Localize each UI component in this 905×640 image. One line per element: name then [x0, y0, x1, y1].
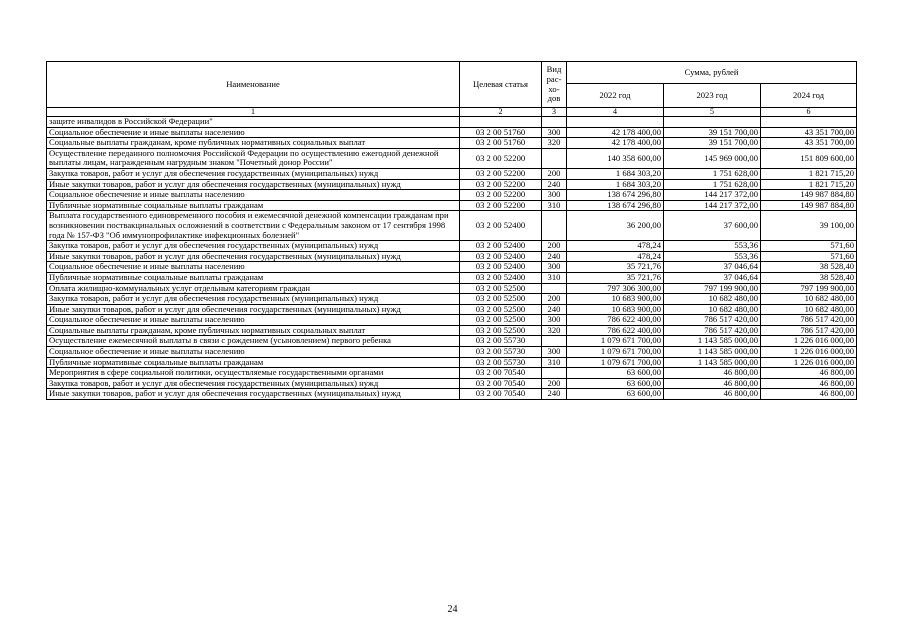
expense-type-cell: 200 — [542, 294, 567, 305]
row-name-cell: Иные закупки товаров, работ и услуг для обеспечения государственных (муниципальных) нужд — [47, 304, 460, 315]
table-row — [47, 200, 857, 211]
target-article-cell: 03 2 00 52400 — [460, 241, 542, 252]
column-number: 5 — [664, 108, 761, 117]
expense-type-cell: 200 — [542, 168, 567, 179]
expense-type-cell: 320 — [542, 138, 567, 149]
amount-2024-cell: 46 800,00 — [761, 389, 857, 400]
row-name-cell: Закупка товаров, работ и услуг для обеспечения государственных (муниципальных) нужд — [47, 378, 460, 389]
row-name-cell: Социальное обеспечение и иные выплаты населению — [47, 127, 460, 138]
target-article-cell: 03 2 00 51760 — [460, 127, 542, 138]
amount-2024-cell: 786 517 420,00 — [761, 315, 857, 326]
budget-table — [46, 61, 857, 400]
target-article-cell: 03 2 00 52500 — [460, 283, 542, 294]
row-name-cell: Выплата государственного единовременного пособия и ежемесячной денежной компенсации гражданам при возникновении поствакцинальных осложнений в соответствии с Федеральным законом от 17 сентября 1998 года № 157-ФЗ "Об иммунопрофилактике инфекционных болезней" — [47, 211, 460, 241]
amount-2022-cell: 1 079 671 700,00 — [567, 347, 664, 358]
amount-2024-cell: 797 199 900,00 — [761, 283, 857, 294]
amount-2022-cell: 10 683 900,00 — [567, 294, 664, 305]
amount-2024-cell: 1 226 016 000,00 — [761, 336, 857, 347]
amount-2024-cell — [761, 117, 857, 128]
target-article-cell: 03 2 00 52400 — [460, 251, 542, 262]
column-number: 3 — [542, 108, 567, 117]
table-row — [47, 336, 857, 347]
header-expense-type: Вид рас-хо-дов — [542, 62, 567, 108]
amount-2024-cell: 571,60 — [761, 241, 857, 252]
table-row — [47, 368, 857, 379]
amount-2023-cell: 1 143 585 000,00 — [664, 347, 761, 358]
target-article-cell: 03 2 00 51760 — [460, 138, 542, 149]
row-name-cell: Оплата жилищно-коммунальных услуг отдельным категориям граждан — [47, 283, 460, 294]
amount-2023-cell: 1 751 628,00 — [664, 168, 761, 179]
amount-2024-cell: 43 351 700,00 — [761, 138, 857, 149]
expense-type-cell: 300 — [542, 315, 567, 326]
row-name-cell: Публичные нормативные социальные выплаты гражданам — [47, 272, 460, 283]
amount-2022-cell: 10 683 900,00 — [567, 304, 664, 315]
expense-type-cell: 310 — [542, 272, 567, 283]
target-article-cell: 03 2 00 52400 — [460, 272, 542, 283]
amount-2022-cell: 1 079 671 700,00 — [567, 357, 664, 368]
amount-2023-cell — [664, 117, 761, 128]
amount-2024-cell: 149 987 884,80 — [761, 190, 857, 201]
row-name-cell: Социальное обеспечение и иные выплаты населению — [47, 347, 460, 358]
amount-2024-cell: 38 528,40 — [761, 272, 857, 283]
target-article-cell: 03 2 00 52200 — [460, 179, 542, 190]
target-article-cell: 03 2 00 52200 — [460, 148, 542, 168]
expense-type-cell: 300 — [542, 190, 567, 201]
amount-2022-cell: 63 600,00 — [567, 378, 664, 389]
target-article-cell: 03 2 00 52500 — [460, 304, 542, 315]
expense-type-cell: 300 — [542, 347, 567, 358]
table-row — [47, 148, 857, 168]
table-row — [47, 315, 857, 326]
amount-2022-cell: 42 178 400,00 — [567, 138, 664, 149]
table-row — [47, 272, 857, 283]
amount-2024-cell: 43 351 700,00 — [761, 127, 857, 138]
table-row — [47, 378, 857, 389]
amount-2023-cell: 37 600,00 — [664, 211, 761, 241]
amount-2023-cell: 797 199 900,00 — [664, 283, 761, 294]
row-name-cell: Социальное обеспечение и иные выплаты населению — [47, 262, 460, 273]
expense-type-cell — [542, 368, 567, 379]
amount-2023-cell: 144 217 372,00 — [664, 190, 761, 201]
amount-2022-cell: 140 358 600,00 — [567, 148, 664, 168]
amount-2023-cell: 1 143 585 000,00 — [664, 336, 761, 347]
header-year-2023: 2023 год — [664, 84, 761, 108]
amount-2022-cell: 797 306 300,00 — [567, 283, 664, 294]
amount-2022-cell: 1 684 303,20 — [567, 179, 664, 190]
amount-2023-cell: 10 682 480,00 — [664, 304, 761, 315]
table-row — [47, 283, 857, 294]
expense-type-cell: 300 — [542, 127, 567, 138]
table-header — [47, 62, 857, 117]
expense-type-cell — [542, 211, 567, 241]
table-row — [47, 304, 857, 315]
header-target-article: Целевая статья — [460, 62, 542, 108]
row-name-cell: Социальное обеспечение и иные выплаты населению — [47, 315, 460, 326]
amount-2023-cell: 145 969 000,00 — [664, 148, 761, 168]
amount-2024-cell: 10 682 480,00 — [761, 294, 857, 305]
expense-type-cell — [542, 336, 567, 347]
amount-2023-cell: 10 682 480,00 — [664, 294, 761, 305]
amount-2023-cell: 1 143 585 000,00 — [664, 357, 761, 368]
amount-2022-cell — [567, 117, 664, 128]
row-name-cell: Иные закупки товаров, работ и услуг для обеспечения государственных (муниципальных) нужд — [47, 389, 460, 400]
target-article-cell: 03 2 00 52200 — [460, 168, 542, 179]
row-name-cell: Социальное обеспечение и иные выплаты населению — [47, 190, 460, 201]
target-article-cell: 03 2 00 70540 — [460, 378, 542, 389]
amount-2022-cell: 786 622 400,00 — [567, 315, 664, 326]
target-article-cell: 03 2 00 52500 — [460, 294, 542, 305]
amount-2022-cell: 138 674 296,80 — [567, 190, 664, 201]
amount-2024-cell: 786 517 420,00 — [761, 325, 857, 336]
amount-2024-cell: 1 821 715,20 — [761, 179, 857, 190]
amount-2023-cell: 786 517 420,00 — [664, 315, 761, 326]
amount-2022-cell: 138 674 296,80 — [567, 200, 664, 211]
amount-2024-cell: 1 821 715,20 — [761, 168, 857, 179]
amount-2023-cell: 1 751 628,00 — [664, 179, 761, 190]
row-name-cell: Осуществление ежемесячной выплаты в связи с рождением (усыновлением) первого ребенка — [47, 336, 460, 347]
table-row — [47, 211, 857, 241]
amount-2024-cell: 1 226 016 000,00 — [761, 357, 857, 368]
target-article-cell: 03 2 00 70540 — [460, 389, 542, 400]
table-row — [47, 357, 857, 368]
amount-2023-cell: 37 046,64 — [664, 272, 761, 283]
amount-2022-cell: 1 684 303,20 — [567, 168, 664, 179]
amount-2023-cell: 46 800,00 — [664, 378, 761, 389]
amount-2022-cell: 35 721,76 — [567, 262, 664, 273]
expense-type-cell: 200 — [542, 378, 567, 389]
target-article-cell: 03 2 00 52200 — [460, 200, 542, 211]
expense-type-cell: 200 — [542, 241, 567, 252]
amount-2022-cell: 478,24 — [567, 251, 664, 262]
row-name-cell: Публичные нормативные социальные выплаты гражданам — [47, 200, 460, 211]
table-row — [47, 347, 857, 358]
target-article-cell — [460, 117, 542, 128]
expense-type-cell — [542, 148, 567, 168]
expense-type-cell: 240 — [542, 389, 567, 400]
amount-2024-cell: 1 226 016 000,00 — [761, 347, 857, 358]
amount-2022-cell: 36 200,00 — [567, 211, 664, 241]
target-article-cell: 03 2 00 70540 — [460, 368, 542, 379]
amount-2022-cell: 63 600,00 — [567, 368, 664, 379]
target-article-cell: 03 2 00 52400 — [460, 262, 542, 273]
target-article-cell: 03 2 00 52500 — [460, 325, 542, 336]
column-number: 6 — [761, 108, 857, 117]
amount-2022-cell: 63 600,00 — [567, 389, 664, 400]
target-article-cell: 03 2 00 55730 — [460, 357, 542, 368]
header-year-2022: 2022 год — [567, 84, 664, 108]
table-row — [47, 138, 857, 149]
amount-2023-cell: 144 217 372,00 — [664, 200, 761, 211]
row-name-cell: Закупка товаров, работ и услуг для обеспечения государственных (муниципальных) нужд — [47, 241, 460, 252]
amount-2024-cell: 39 100,00 — [761, 211, 857, 241]
target-article-cell: 03 2 00 55730 — [460, 347, 542, 358]
page-number: 24 — [447, 604, 458, 615]
table-row — [47, 389, 857, 400]
amount-2022-cell: 35 721,76 — [567, 272, 664, 283]
amount-2023-cell: 46 800,00 — [664, 368, 761, 379]
target-article-cell: 03 2 00 52500 — [460, 315, 542, 326]
row-name-cell: Социальные выплаты гражданам, кроме публичных нормативных социальных выплат — [47, 325, 460, 336]
table-row — [47, 262, 857, 273]
expense-type-cell: 320 — [542, 325, 567, 336]
amount-2023-cell: 37 046,64 — [664, 262, 761, 273]
row-name-cell: Социальные выплаты гражданам, кроме публичных нормативных социальных выплат — [47, 138, 460, 149]
amount-2024-cell: 151 809 600,00 — [761, 148, 857, 168]
amount-2024-cell: 46 800,00 — [761, 368, 857, 379]
table-row — [47, 168, 857, 179]
row-name-cell: защите инвалидов в Российской Федерации" — [47, 117, 460, 128]
table-row — [47, 117, 857, 128]
amount-2023-cell: 553,36 — [664, 251, 761, 262]
row-name-cell: Мероприятия в сфере социальной политики, осуществляемые государственными органами — [47, 368, 460, 379]
row-name-cell: Закупка товаров, работ и услуг для обеспечения государственных (муниципальных) нужд — [47, 294, 460, 305]
amount-2023-cell: 46 800,00 — [664, 389, 761, 400]
table-row — [47, 179, 857, 190]
table-row — [47, 190, 857, 201]
target-article-cell: 03 2 00 55730 — [460, 336, 542, 347]
table-row — [47, 127, 857, 138]
amount-2022-cell: 786 622 400,00 — [567, 325, 664, 336]
expense-type-cell: 240 — [542, 179, 567, 190]
header-sum: Сумма, рублей — [567, 62, 857, 84]
amount-2024-cell: 10 682 480,00 — [761, 304, 857, 315]
column-number: 2 — [460, 108, 542, 117]
amount-2023-cell: 39 151 700,00 — [664, 138, 761, 149]
table-row — [47, 241, 857, 252]
table-row — [47, 294, 857, 305]
expense-type-cell: 240 — [542, 304, 567, 315]
row-name-cell: Осуществление переданного полномочия Российской Федерации по осуществлению ежегодной денежной выплаты лицам, награжденным нагрудным знаком "Почетный донор России" — [47, 148, 460, 168]
amount-2023-cell: 786 517 420,00 — [664, 325, 761, 336]
expense-type-cell — [542, 283, 567, 294]
header-year-2024: 2024 год — [761, 84, 857, 108]
expense-type-cell: 310 — [542, 200, 567, 211]
amount-2024-cell: 571,60 — [761, 251, 857, 262]
table-row — [47, 251, 857, 262]
target-article-cell: 03 2 00 52400 — [460, 211, 542, 241]
row-name-cell: Иные закупки товаров, работ и услуг для обеспечения государственных (муниципальных) нужд — [47, 251, 460, 262]
header-name: Наименование — [47, 62, 460, 108]
expense-type-cell: 300 — [542, 262, 567, 273]
table-row — [47, 325, 857, 336]
expense-type-cell — [542, 117, 567, 128]
amount-2022-cell: 1 079 671 700,00 — [567, 336, 664, 347]
target-article-cell: 03 2 00 52200 — [460, 190, 542, 201]
amount-2024-cell: 38 528,40 — [761, 262, 857, 273]
column-number-row — [47, 108, 857, 117]
expense-type-cell: 310 — [542, 357, 567, 368]
amount-2024-cell: 46 800,00 — [761, 378, 857, 389]
row-name-cell: Иные закупки товаров, работ и услуг для обеспечения государственных (муниципальных) нужд — [47, 179, 460, 190]
amount-2023-cell: 553,36 — [664, 241, 761, 252]
column-number: 4 — [567, 108, 664, 117]
row-name-cell: Публичные нормативные социальные выплаты гражданам — [47, 357, 460, 368]
amount-2022-cell: 42 178 400,00 — [567, 127, 664, 138]
column-number: 1 — [47, 108, 460, 117]
amount-2022-cell: 478,24 — [567, 241, 664, 252]
amount-2024-cell: 149 987 884,80 — [761, 200, 857, 211]
amount-2023-cell: 39 151 700,00 — [664, 127, 761, 138]
expense-type-cell: 240 — [542, 251, 567, 262]
row-name-cell: Закупка товаров, работ и услуг для обеспечения государственных (муниципальных) нужд — [47, 168, 460, 179]
table-body — [47, 117, 857, 400]
